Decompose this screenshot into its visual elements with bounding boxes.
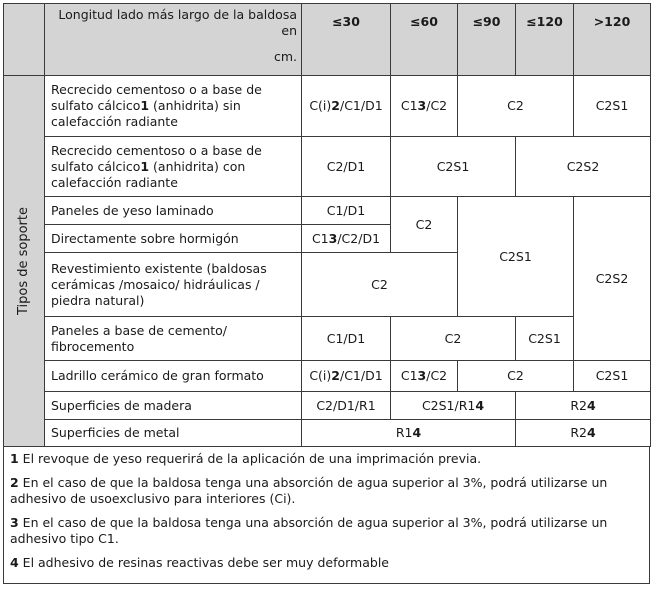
row-label: Paneles a base de cemento/ fibrocemento — [45, 317, 302, 361]
cell-r9-30-90: R14 — [302, 420, 516, 447]
footnote-1: 1 El revoque de yeso requerirá de la aplicación de una imprimación previa. — [10, 451, 482, 466]
row-label: Revestimiento existente (baldosas cerámicas /mosaico/ hidráulicas / piedra natural) — [45, 253, 302, 317]
cell-r1-over-120: C2S1 — [574, 76, 651, 137]
header-label-text: Longitud lado más largo de la baldosa en — [58, 7, 297, 38]
cell-r7-over-120: C2S1 — [574, 361, 651, 392]
corner-cell — [4, 4, 45, 76]
cell-r9-120-plus: R24 — [516, 420, 651, 447]
cell-r2-30: C2/D1 — [302, 137, 391, 197]
cell-r6-60-90: C2 — [391, 317, 516, 361]
header-col-60: ≤60 — [391, 4, 458, 76]
row-label: Ladrillo cerámico de gran formato — [45, 361, 302, 392]
header-col-120: ≤120 — [516, 4, 574, 76]
footnote-4: 4 El adhesivo de resinas reactivas debe ser muy deformable — [10, 555, 389, 570]
cell-r3-r6-over-120: C2S2 — [574, 197, 651, 361]
cell-r6-30: C1/D1 — [302, 317, 391, 361]
adhesive-table — [3, 3, 651, 447]
cell-r8-30: C2/D1/R1 — [302, 392, 391, 420]
cell-r4-30: C13/C2/D1 — [302, 225, 391, 253]
table-row — [4, 392, 651, 420]
cell-r1-60: C13/C2 — [391, 76, 458, 137]
cell-r3-r5-90-120: C2S1 — [458, 197, 574, 317]
row-label: Paneles de yeso laminado — [45, 197, 302, 225]
cell-r3-30: C1/D1 — [302, 197, 391, 225]
side-label: Tipos de soporte — [16, 206, 31, 316]
row-label: Superficies de madera — [45, 392, 302, 420]
table-row — [4, 197, 651, 225]
table-row — [4, 137, 651, 197]
header-col-90: ≤90 — [458, 4, 516, 76]
table-row — [4, 361, 651, 392]
cell-r8-120-plus: R24 — [516, 392, 651, 420]
cell-r7-30: C(i)2/C1/D1 — [302, 361, 391, 392]
header-col-30: ≤30 — [302, 4, 391, 76]
cell-r2-60-90: C2S1 — [391, 137, 516, 197]
header-label-unit: cm. — [273, 49, 297, 64]
cell-r7-60: C13/C2 — [391, 361, 458, 392]
cell-r6-120: C2S1 — [516, 317, 574, 361]
header-length-label — [45, 4, 302, 76]
row-label: Superficies de metal — [45, 420, 302, 447]
table-row — [4, 420, 651, 447]
footnote-3: 3 En el caso de que la baldosa tenga una absorción de agua superior al 3%, podrá utilizarse un adhesivo tipo C1. — [10, 515, 608, 546]
side-label-cell — [4, 76, 45, 447]
footnote-2: 2 En el caso de que la baldosa tenga una absorción de agua superior al 3%, podrá utilizarse un adhesivo de usoexclusivo para interiores (Ci). — [10, 475, 608, 506]
row-label: Recrecido cementoso o a base de sulfato cálcico1 (anhidrita) con calefacción radiante — [45, 137, 302, 197]
footnotes — [3, 447, 650, 584]
row-label: Recrecido cementoso o a base de sulfato cálcico1 (anhidrita) sin calefacción radiante — [45, 76, 302, 137]
header-col-over-120: >120 — [574, 4, 651, 76]
table-row — [4, 76, 651, 137]
cell-r7-90-120: C2 — [458, 361, 574, 392]
header-row — [4, 4, 651, 76]
cell-r2-120-plus: C2S2 — [516, 137, 651, 197]
adhesive-selection-document — [3, 3, 650, 584]
row-label: Directamente sobre hormigón — [45, 225, 302, 253]
cell-r3-r4-60: C2 — [391, 197, 458, 253]
cell-r1-30: C(i)2/C1/D1 — [302, 76, 391, 137]
table-row — [4, 317, 651, 361]
cell-r8-60-90: C2S1/R14 — [391, 392, 516, 420]
cell-r1-90-120: C2 — [458, 76, 574, 137]
cell-r5-30-60: C2 — [302, 253, 458, 317]
